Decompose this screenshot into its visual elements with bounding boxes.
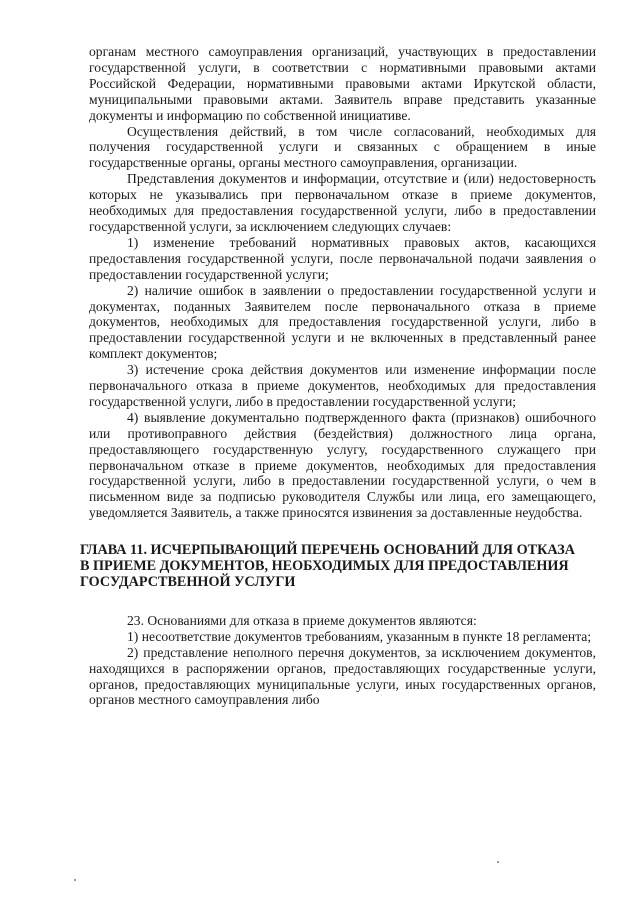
list-item-1: 1) изменение требований нормативных правовых актов, касающихся предоставления государственной услуги, после первоначальной подачи заявления о предоставлении государственной услуги;: [89, 234, 596, 282]
scan-speck: [74, 879, 76, 881]
paragraph-continuation: органам местного самоуправления организаций, участвующих в предоставлении государственной услуги, в соответствии с нормативными правовыми актами Российской Федерации, нормативными правовыми актами Иркутской области, муниципальными правовыми актами. Заявитель вправе представить указанные документы и информацию по собственной инициативе.: [89, 44, 596, 123]
list-item-4: 4) выявление документально подтвержденного факта (признаков) ошибочного или противоправного действия (бездействия) должностного лица органа, предоставляющего государственную услугу, государственного служащего при первоначальном отказе в приеме документов, необходимых для предоставления государственной услуги, либо в предоставлении государственной услуги, о чем в письменном виде за подписью руководителя Службы или лица, его замещающего, уведомляется Заявитель, а также приносятся извинения за доставленные неудобства.: [89, 409, 596, 521]
chapter-heading-line-1: ГЛАВА 11. ИСЧЕРПЫВАЮЩИЙ ПЕРЕЧЕНЬ ОСНОВАНИЙ ДЛЯ ОТКАЗА: [80, 542, 575, 559]
list-item-2: 2) наличие ошибок в заявлении о предоставлении государственной услуги и документах, поданных Заявителем после первоначального отказа в приеме документов, необходимых для предоставления государственной услуги, либо в предоставлении государственной услуги и не включенных в представленный ранее комплект документов;: [89, 282, 596, 362]
list-item-3: 3) истечение срока действия документов или изменение информации после первоначального отказа в приеме документов, необходимых для предоставления государственной услуги, либо в предоставлении государственной услуги;: [89, 362, 596, 409]
chapter-heading-line-3: ГОСУДАРСТВЕННОЙ УСЛУГИ: [80, 574, 296, 590]
paragraph-documents: Представления документов и информации, отсутствие и (или) недостоверность которых не указывались при первоначальном отказе в приеме документов, необходимых для предоставления государственной услуги, либо в предоставлении государственной услуги, за исключением следующих случаев:: [89, 171, 596, 234]
paragraph-grounds: 23. Основаниями для отказа в приеме документов являются:: [127, 612, 477, 628]
scan-speck: [497, 861, 499, 863]
paragraph-actions: Осуществления действий, в том числе согласований, необходимых для получения государственной услуги и связанных с обращением в иные государственные органы, органы местного самоуправления, организации.: [89, 123, 596, 171]
chapter-heading: [80, 543, 605, 591]
ground-item-2: 2) представление неполного перечня документов, за исключением документов, находящихся в распоряжении органов, предоставляющих государственные услуги, органов, предоставляющих муниципальные услуги, иных государственных органов, органов местного самоуправления либо: [89, 644, 596, 708]
document-page: [80, 44, 596, 708]
chapter-heading-line-2: В ПРИЕМЕ ДОКУМЕНТОВ, НЕОБХОДИМЫХ ДЛЯ ПРЕДОСТАВЛЕНИЯ: [80, 558, 569, 575]
ground-item-1: 1) несоответствие документов требованиям, указанным в пункте 18 регламента;: [127, 628, 592, 644]
